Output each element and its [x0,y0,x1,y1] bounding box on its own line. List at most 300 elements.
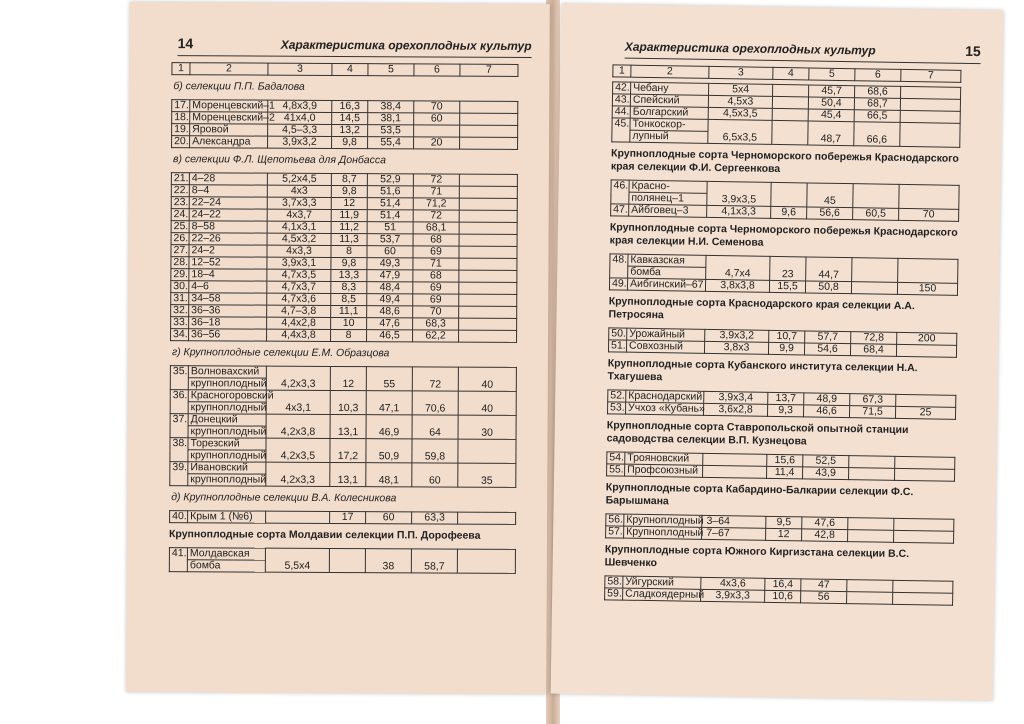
variety-name: Сладкоядерный [623,588,701,601]
row-number: 43. [612,94,630,106]
cell-c3: 41х4,0 [268,112,332,124]
variety-name: 4–6 [189,281,267,293]
section-title: б) селекции П.П. Бадалова [173,80,305,93]
cell-c5: 53,5 [368,125,414,137]
variety-name: Александра [190,136,268,148]
variety-name: Моренцевский–2 [190,112,268,124]
cell-c6 [414,125,460,137]
cell-c7 [459,186,517,198]
cell-c7 [894,530,954,543]
cell-c3: 3,6х2,8 [703,403,767,416]
section-title: Крупноплодные сорта Молдавии селекции П.П. Дорофеева [168,528,481,542]
variety-name: крупноплодный [188,402,266,414]
cell-c7 [460,137,518,149]
cell-c7: 30 [458,415,516,439]
cell-c4: 9,8 [331,257,367,269]
data-table [604,575,953,605]
row-number: 23. [171,197,189,209]
cell-c3: 4,1х3,3 [707,205,771,218]
cell-c3: 4,2х3,5 [266,438,330,462]
variety-name: Крым 1 (№6) [188,511,266,523]
cell-c4 [773,84,809,97]
cell-c3: 4х3 [267,185,331,197]
cell-c5: 38,4 [368,101,414,113]
cell-c3: 4,7х3,5 [267,269,331,281]
row-number: 57. [606,526,624,538]
variety-name: Профсоюзный [625,464,703,477]
cell-c3: 4,7х3,7 [267,281,331,293]
cell-c7: 200 [897,332,957,345]
table-row [172,136,518,150]
cell-c7 [457,549,515,573]
column-header: 2 [190,63,268,75]
cell-c6 [849,456,895,469]
table-row [171,329,517,343]
cell-c4: 8 [331,245,367,257]
cell-c6: 68,6 [855,86,901,99]
cell-c6: 71 [413,186,459,198]
cell-c7 [895,456,955,469]
cell-c6: 60,5 [853,208,899,221]
cell-c5: 50,4 [808,97,854,110]
cell-c5: 48,9 [804,393,850,406]
cell-c5: 46,9 [366,415,412,439]
row-number: 52. [608,390,626,402]
cell-c6: 70,6 [412,391,458,415]
variety-name: бомба [628,266,706,279]
variety-name: Яровой [190,124,268,136]
cell-c4: 8 [331,329,367,341]
cell-c7: 35 [458,463,516,487]
row-number: 36. [170,390,188,414]
variety-name: Крупноплодный 7–67 [624,526,702,539]
cell-c4: 11,3 [331,233,367,245]
cell-c7 [459,330,517,342]
cell-c4: 8,5 [331,293,367,305]
cell-c5: 47,1 [366,391,412,415]
cell-c4: 9,3 [767,404,803,417]
running-title: Характеристика орехоплодных культур [624,39,876,58]
cell-c7 [900,86,960,99]
cell-c4: 9,5 [766,516,802,529]
variety-name: Донецкий [188,414,266,426]
cell-c3 [703,465,767,478]
cell-c4: 10 [331,317,367,329]
cell-c7 [459,318,517,330]
table-row [169,548,515,562]
cell-c3: 4,5х3,2 [267,233,331,245]
cell-c6: 72 [412,367,458,391]
cell-c5: 51 [367,222,413,234]
cell-c4: 14,5 [332,112,368,124]
cell-c5: 53,7 [367,234,413,246]
row-number: 40. [170,511,188,523]
column-header: 5 [368,64,414,76]
row-number: 18. [172,112,190,124]
cell-c3: 4,2х3,3 [266,462,330,486]
cell-c7 [900,98,960,111]
cell-c3: 4,5х3,5 [708,107,772,120]
row-number: 41. [169,548,187,572]
row-number: 20. [172,136,190,148]
cell-c4: 10,7 [769,330,805,343]
cell-c6: 72 [413,174,459,186]
cell-c6 [852,258,898,283]
variety-name: Айбговец–3 [629,204,707,217]
row-number: 45. [612,118,630,142]
row-number: 47. [611,204,629,216]
cell-c3: 3,9х3,1 [267,257,331,269]
cell-c7 [893,592,953,605]
cell-c5: 60 [367,246,413,258]
section-title: Крупноплодные сорта Кабардино-Балкарии селекции Ф.С. Барышмана [605,481,914,508]
cell-c3 [266,511,330,523]
cell-c7 [893,580,953,593]
cell-c3: 4,8х3,9 [268,100,332,112]
variety-name: Болгарский [630,106,708,119]
variety-name: Моренцевский–1 [190,100,268,112]
cell-c7 [459,198,517,210]
row-number: 28. [171,257,189,269]
cell-c5: 48,6 [367,306,413,318]
cell-c3 [703,453,767,466]
cell-c7: 150 [897,282,957,295]
cell-c5: 46,5 [367,330,413,342]
variety-name: Красно- [629,180,707,193]
variety-name: Урожайный [627,328,705,341]
cell-c6 [853,184,899,209]
left-page [126,2,550,694]
cell-c7 [460,113,518,125]
section-title: г) Крупноплодные селекции Е.М. Образцова [171,346,390,360]
cell-c4: 13,2 [332,124,368,136]
cell-c4: 12 [330,366,366,390]
cell-c4: 9,6 [771,206,807,219]
cell-c5: 55,4 [368,137,414,149]
row-number: 48. [610,254,628,278]
cell-c3: 3,9х3,4 [704,391,768,404]
cell-c6: 69 [413,294,459,306]
row-number: 17. [172,100,190,112]
row-number: 24. [171,209,189,221]
cell-c4 [329,548,365,572]
cell-c6: 66,6 [854,122,900,147]
row-number: 53. [608,402,626,414]
data-table [170,172,518,343]
right-table [604,64,960,605]
section-title: Крупноплодные сорта Краснодарского края селекции А.А. Петросяна [608,295,915,322]
row-number: 54. [607,452,625,464]
header-rule [625,58,981,65]
cell-c4: 10,6 [765,590,801,603]
cell-c6: 58,7 [411,549,457,573]
data-table [609,253,959,295]
row-number: 25. [171,221,189,233]
column-header: 6 [414,64,460,76]
row-number: 26. [171,233,189,245]
data-table [610,179,960,221]
cell-c6: 59,8 [412,439,458,463]
cell-c5: 50,8 [805,281,851,294]
cell-c6: 71,2 [413,198,459,210]
cell-c7: 25 [895,406,955,419]
cell-c7 [898,258,958,283]
cell-c5: 43,9 [803,467,849,480]
cell-c5: 60 [366,512,412,524]
row-number: 34. [171,329,189,341]
cell-c4: 8,3 [331,281,367,293]
row-number: 35. [170,366,188,390]
cell-c6: 68,1 [413,222,459,234]
cell-c7 [894,468,954,481]
cell-c3: 3,9х3,5 [707,181,771,206]
page-number: 15 [965,42,981,60]
cell-c6 [848,530,894,543]
cell-c3: 3,9х3,3 [701,589,765,602]
cell-c4: 17,2 [330,438,366,462]
cell-c5: 45,4 [808,109,854,122]
cell-c5: 46,6 [803,405,849,418]
header-rule [178,55,532,58]
cell-c6: 69 [413,246,459,258]
cell-c6: 72 [413,210,459,222]
cell-c5: 45,7 [809,85,855,98]
data-table [171,99,518,150]
cell-c4: 13,3 [331,269,367,281]
section-title: Крупноплодные сорта Южного Киргизстана селекции В.С. Шевченко [604,543,910,570]
variety-name: 36–56 [189,329,267,341]
cell-c5: 42,8 [802,529,848,542]
variety-name: Чебану [631,82,709,95]
cell-c4: 13,1 [330,414,366,438]
cell-c5: 51,4 [367,198,413,210]
cell-c7 [896,344,956,357]
cell-c7 [460,125,518,137]
cell-c7 [460,101,518,113]
cell-c7: 40 [458,391,516,415]
cell-c6 [851,282,897,295]
row-number: 51. [608,340,626,352]
cell-c7 [459,258,517,270]
cell-c3: 5х4 [709,83,773,96]
row-number: 50. [609,328,627,340]
cell-c6: 60 [412,463,458,487]
variety-name: 24–2 [189,245,267,257]
cell-c4: 11,4 [767,466,803,479]
variety-name: 36–36 [189,305,267,317]
variety-name: 8–58 [189,221,267,233]
cell-c6: 20 [414,137,460,149]
cell-c3: 4,4х2,8 [267,317,331,329]
cell-c3: 3,8х3 [704,341,768,354]
cell-c4: 11,2 [331,221,367,233]
row-number: 29. [171,269,189,281]
cell-c5: 44,7 [806,257,852,282]
variety-name: 22–24 [189,197,267,209]
variety-name: Учхоз «Кубань» [626,402,704,415]
column-header: 7 [460,64,518,76]
table-row [170,511,516,525]
variety-name: 24–22 [189,209,267,221]
cell-c6: 72,8 [851,332,897,345]
cell-c7 [459,270,517,282]
cell-c3: 4,7–3,8 [267,305,331,317]
variety-name: Краснодарский [626,390,704,403]
row-number: 44. [612,106,630,118]
row-number: 22. [171,185,189,197]
column-header: 4 [332,63,368,75]
left-table [169,62,518,574]
variety-name: 18–4 [189,269,267,281]
cell-c3: 4,5х3 [708,95,772,108]
variety-name: Кавказская [628,254,706,267]
cell-c5: 47,6 [802,517,848,530]
cell-c7 [459,210,517,222]
left-page-header [178,35,532,58]
row-number: 27. [171,245,189,257]
cell-c3: 4х3,3 [267,245,331,257]
column-header: 3 [268,63,332,75]
cell-c5: 51,4 [367,210,413,222]
variety-name: Ивановский [188,462,266,474]
cell-c7 [458,439,516,463]
row-number: 49. [609,278,627,290]
cell-c7 [459,222,517,234]
right-page-header [625,38,981,65]
cell-c7 [900,122,960,147]
cell-c3: 4,2х3,8 [266,414,330,438]
data-table [611,81,961,147]
cell-c7 [458,512,516,524]
cell-c7: 40 [458,367,516,391]
variety-name: 36–18 [189,317,267,329]
cell-c6: 66,5 [854,110,900,123]
cell-c5: 47,9 [367,270,413,282]
cell-c4: 9,8 [331,185,367,197]
cell-c4: 16,4 [765,578,801,591]
cell-c4: 9,8 [332,136,368,148]
variety-name: 34–58 [189,293,267,305]
cell-c6: 69 [413,282,459,294]
cell-c5: 52,5 [803,455,849,468]
cell-c6: 70 [413,306,459,318]
variety-name: 12–52 [189,257,267,269]
row-number: 37. [170,414,188,438]
row-number: 30. [171,281,189,293]
variety-name: крупноплодный [188,426,266,438]
cell-c3: 4,1х3,1 [267,221,331,233]
cell-c6: 60 [414,113,460,125]
cell-c3: 3,8х3,8 [705,279,769,292]
row-number: 31. [171,293,189,305]
variety-name: Уйгурский [623,576,701,589]
cell-c5: 48,4 [367,282,413,294]
cell-c4: 13,7 [768,392,804,405]
variety-name: Спейский [630,94,708,107]
cell-c5: 55 [366,367,412,391]
section-title: в) селекции Ф.Л. Щепотьева для Донбасса [172,153,386,167]
cell-c3: 4,2х3,3 [266,366,330,390]
variety-name: крупноплодный [188,474,266,486]
cell-c3: 4,4х3,8 [267,329,331,341]
cell-c7 [459,174,517,186]
cell-c6: 68,4 [850,344,896,357]
cell-c4: 11,9 [331,209,367,221]
row-number: 42. [613,82,631,94]
cell-c4: 12 [766,528,802,541]
cell-c3: 5,5х4 [265,548,329,572]
cell-c3: 4,7х4 [706,255,770,280]
cell-c5: 48,7 [808,121,854,146]
cell-c5: 48,1 [366,463,412,487]
section-title: Крупноплодные сорта Ставропольской опытной станции садоводства селекции В.П. Кузнецова [606,419,909,448]
cell-c6 [849,468,895,481]
column-header: 1 [613,65,631,77]
cell-c6: 70 [414,101,460,113]
variety-name: крупноплодный [188,450,266,462]
cell-c5: 38,1 [368,113,414,125]
variety-name: Трояновский [625,452,703,465]
column-header: 2 [631,65,709,78]
variety-name: Крупноплодный 3–64 [624,514,702,527]
column-header: 5 [809,68,855,81]
column-header: 6 [855,69,901,82]
variety-name: Совхозный [626,340,704,353]
cell-c3: 6,5х3,5 [708,119,772,144]
cell-c4 [771,182,807,207]
cell-c4: 17 [330,511,366,523]
cell-c5: 51,6 [367,186,413,198]
variety-name: бомба [187,560,265,572]
cell-c4 [772,120,808,145]
cell-c3: 3,7х3,3 [267,197,331,209]
cell-c4: 16,3 [332,100,368,112]
cell-c5: 49,4 [367,294,413,306]
variety-name: полянец–1 [629,192,707,205]
cell-c7 [894,518,954,531]
row-number: 21. [171,173,189,185]
row-number: 33. [171,317,189,329]
cell-c4: 15,6 [767,454,803,467]
cell-c6 [848,518,894,531]
cell-c3: 4х3,1 [266,390,330,414]
cell-c3: 3,9х3,2 [268,136,332,148]
cell-c5: 47,6 [367,318,413,330]
variety-name: 4–28 [189,173,267,185]
row-number: 56. [606,514,624,526]
cell-c7 [899,184,959,209]
cell-c7 [459,306,517,318]
variety-name: Аибгинский–67 [627,278,705,291]
page-number: 14 [177,35,194,52]
cell-c5: 52,9 [367,174,413,186]
cell-c6: 67,3 [850,394,896,407]
variety-name: лупный [630,130,708,143]
cell-c5: 57,7 [805,331,851,344]
cell-c4: 12 [331,197,367,209]
row-number: 59. [605,588,623,600]
right-page [551,4,1004,701]
cell-c4: 13,1 [330,462,366,486]
cell-c5: 47 [801,579,847,592]
cell-c6: 71 [413,258,459,270]
variety-name: Красногоровский [188,390,266,402]
column-header: 1 [172,63,190,75]
cell-c7 [459,282,517,294]
cell-c6: 64 [412,415,458,439]
variety-name: Торезский [188,438,266,450]
running-title: Характеристика орехоплодных культур [280,37,532,54]
